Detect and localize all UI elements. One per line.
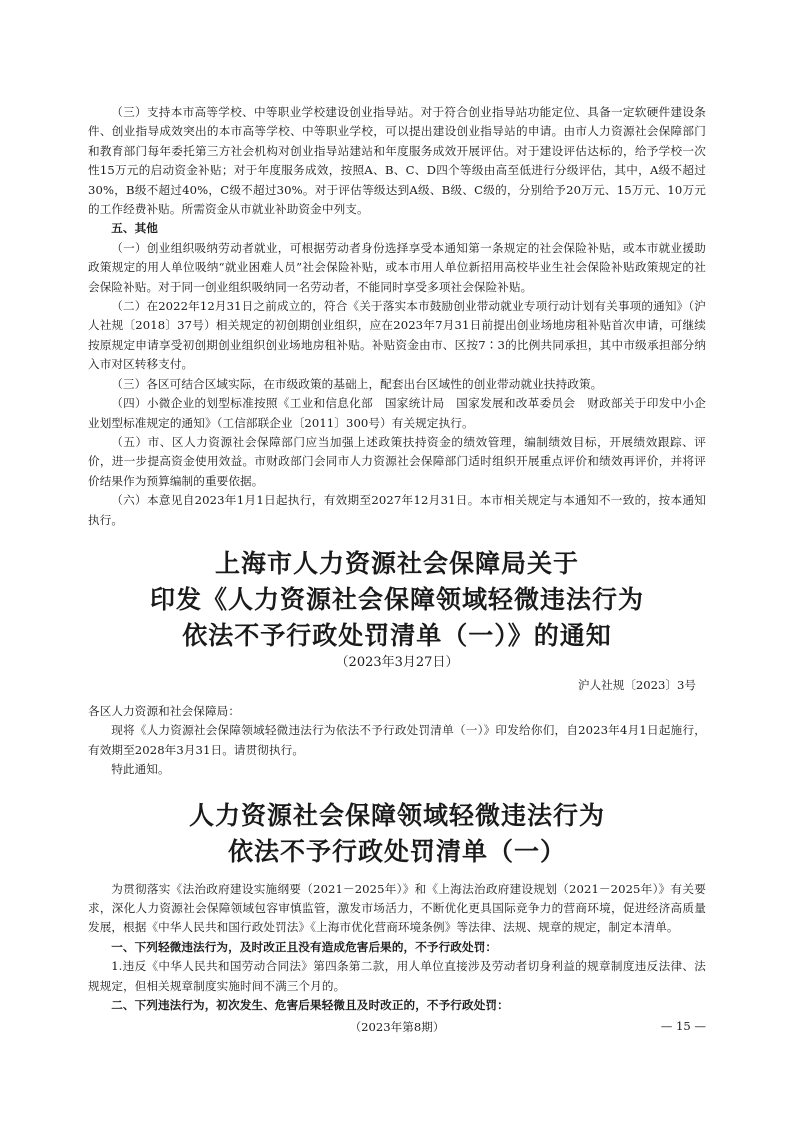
paragraph-other-3: （三）各区可结合区域实际，在市级政策的基础上，配套出台区域性的创业带动就业扶持政策。 — [111, 376, 603, 391]
list-title — [88, 798, 706, 870]
notice-date: （2023年3月27日） — [335, 654, 459, 670]
section-heading-other: 五、其他 — [111, 221, 158, 236]
list-intro: 为贯彻落实《法治政府建设实施纲要（2021－2025年）》和《上海法治政府建设规划（2021－2025年）》有关要求，深化人力资源社会保障领域包容审慎监管，激发市场活力，不断优化更具国际竞争力的营商环境，促进经济高质量发展，根据《中华人民共和国行政处罚法》《上海市优化营商环境条例》等法律、法规、规章的规定，制定本清单。 — [88, 881, 706, 935]
list-item-1: 1.违反《中华人民共和国劳动合同法》第四条第二款，用人单位直接涉及劳动者切身利益的规章制度违反法律、法规规定，但相关规章制度实施时间不满三个月的。 — [88, 959, 706, 993]
page-content — [88, 103, 706, 1015]
notice-body: 现将《人力资源社会保障领域轻微违法行为依法不予行政处罚清单（一）》印发给你们，自2023年4月1日起施行，有效期至2028年3月31日。请贯彻执行。 — [88, 723, 706, 757]
list-title-line: 人力资源社会保障领域轻微违法行为 — [188, 800, 605, 830]
paragraph-training-station-support: （三）支持本市高等学校、中等职业学校建设创业指导站。对于符合创业指导站功能定位、具备一定软硬件建设条件、创业指导成效突出的本市高等学校、中等职业学校，可以提出建设创业指导站的申请。由市人力资源社会保障部门和教育部门每年委托第三方社会机构对创业指导站建站和年度服务成效开展评估。对于建设评估达标的，给予学校一次性15万元的启动资金补贴；对于年度服务成效，按照A、B、C、D四个等级由高至低进行分级评估，其中，A级不超过30%，B级不超过40%，C级不超过30%。对于评估等级达到A级、B级、C级的，分别给予20万元、15万元、10万元的工作经费补贴。所需资金从市就业补助资金中列支。 — [88, 105, 706, 217]
list-title-line: 依法不予行政处罚清单（一） — [227, 836, 566, 866]
page-footer — [88, 1019, 706, 1039]
paragraph-other-6: （六）本意见自2023年1月1日起执行，有效期至2027年12月31日。本市相关规定与本通知不一致的，按本通知执行。 — [88, 493, 706, 527]
notice-title-line: 印发《人力资源社会保障领域轻微违法行为 — [149, 584, 644, 614]
paragraph-other-2: （二）在2022年12月31日之前成立的，符合《关于落实本市鼓励创业带动就业专项行动计划有关事项的通知》（沪人社规〔2018〕37号）相关规定的初创期创业组织，应在2023年7月31日前提出创业场地房租补贴首次申请，可继续按原规定申请享受初创期创业组织创业场地房租补贴。补贴资金由市、区按7∶3的比例共同承担，其中市级承担部分纳入市对区转移支付。 — [88, 299, 706, 372]
paragraph-other-4: （四）小微企业的划型标准按照《工业和信息化部 国家统计局 国家发展和改革委员会 财政部关于印发中小企业划型标准规定的通知》（工信部联企业〔2011〕300号）有关规定执行。 — [88, 396, 706, 430]
list-section-1-heading: 一、下列轻微违法行为，及时改正且没有造成危害后果的，不予行政处罚： — [111, 939, 498, 954]
notice-title-line: 依法不予行政处罚清单（一）》的通知 — [182, 620, 612, 650]
document-number: 沪人社规〔2023〕3号 — [577, 677, 696, 692]
notice-addressee: 各区人力资源和社会保障局： — [88, 703, 241, 718]
paragraph-other-1: （一）创业组织吸纳劳动者就业，可根据劳动者身份选择享受本通知第一条规定的社会保险补贴，或本市就业援助政策规定的用人单位吸纳“就业困难人员”社会保险补贴，或本市用人单位新招用高校毕业生社会保险补贴政策规定的社会保险补贴。对于同一创业组织吸纳同一名劳动者，不能同时享受多项社会保险补贴。 — [88, 240, 706, 294]
list-section-2-heading: 二、下列违法行为，初次发生、危害后果轻微且及时改正的，不予行政处罚： — [111, 998, 509, 1012]
notice-title — [88, 546, 706, 654]
issue-label: （2023年第8期） — [349, 1020, 445, 1034]
paragraph-other-5: （五）市、区人力资源社会保障部门应当加强上述政策扶持资金的绩效管理，编制绩效目标，开展绩效跟踪、评价，进一步提高资金使用效益。市财政部门会同市人力资源社会保障部门适时组织开展重点评价和绩效再评价，并将评价结果作为预算编制的重要依据。 — [88, 434, 706, 488]
notice-title-line: 上海市人力资源社会保障局关于 — [214, 548, 579, 578]
page-number: — 15 — — [660, 1019, 706, 1033]
notice-closing: 特此通知。 — [111, 762, 170, 777]
